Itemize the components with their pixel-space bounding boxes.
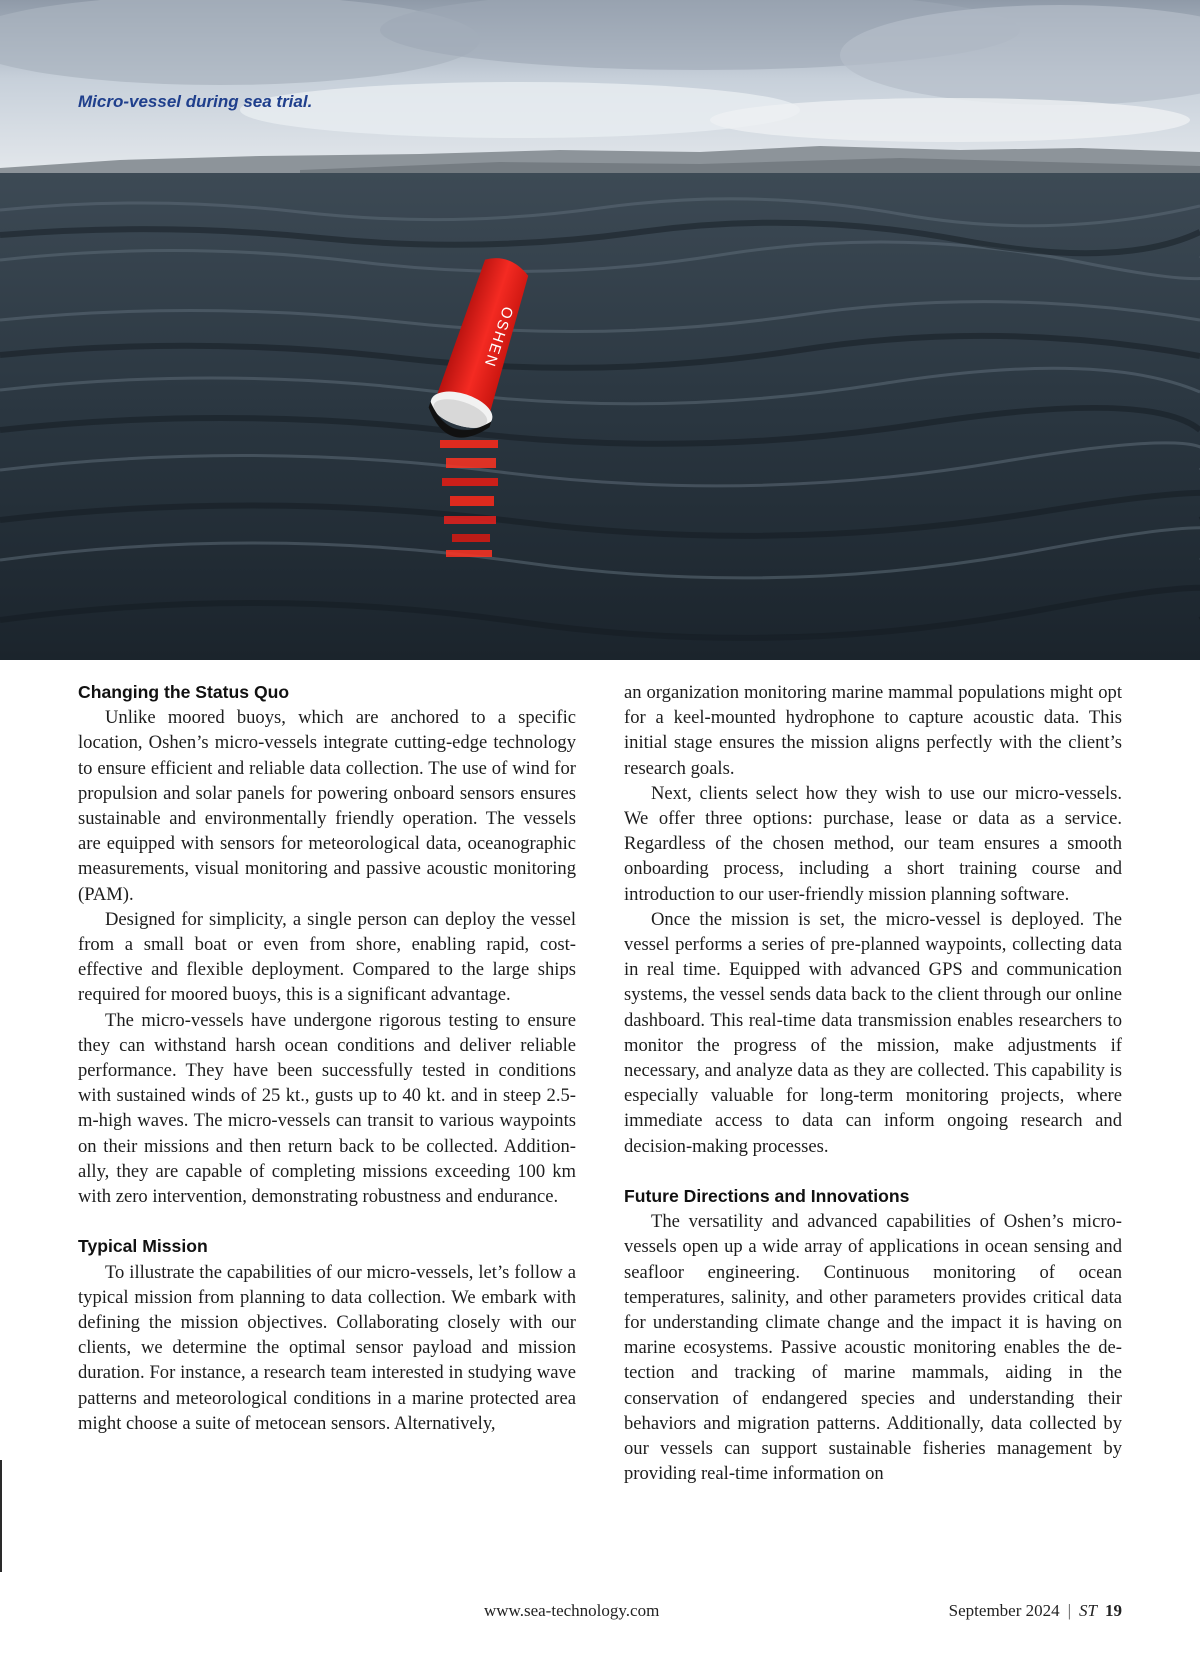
paragraph: The versatility and advanced capabilities of Oshen’s micro-vessels open up a wide array of applications in ocean sensing and seafloor engineering. Continuous monitoring of ocean temperatures, salinity, and other parameters provides critical data for understanding climate change and the impact it is having on marine ecosystems. Passive acoustic monitoring enables the detection and tracking of marine mammals, aiding in the conservation of endangered species and understanding their behaviors and migration patterns. Additionally, data collected by our vessels can support sustainable fisheries management by providing real-time information on	[624, 1211, 1122, 1485]
section-heading-future-directions: Future Directions and Innovations	[624, 1186, 910, 1207]
paragraph: an organization monitoring marine mammal populations might opt for a keel-mounted hydrophone to capture acoustic data. This initial stage ensures the mission aligns perfectly with the client’s research goals.	[624, 682, 1122, 779]
photo-caption: Micro-vessel during sea trial.	[78, 92, 313, 111]
paragraph: Once the mission is set, the micro-vessel is deployed. The vessel performs a series of pre-planned waypoints, collecting data in real time. Equipped with advanced GPS and communication systems, the vessel sends data back to the client through our online dashboard. This real-time data transmission enables researchers to monitor the progress of the mission, make adjustments if necessary, and analyze data as they are collected. This capability is especially valuable for long-term monitoring projects, where immediate access to data can inform ongoing research and decision-making processes.	[624, 908, 1122, 1157]
sea-trial-photo	[0, 0, 1200, 660]
page-number: 19	[1105, 1601, 1122, 1620]
footer-issue	[949, 1601, 1122, 1621]
paragraph: The micro-vessels have undergone rigorous testing to ensure they can withstand harsh ocean conditions and deliver reliable performance. They have been successfully tested in conditions with sustained winds of 25 kt., gusts up to 40 kt. and in steep 2.5-m-high waves. The micro-vessels can transit to various waypoints on their missions and then return back to be collected. Additionally, they are capable of completing missions exceeding 100 km with zero intervention, demonstrating robustness and endurance.	[78, 1009, 576, 1208]
paragraph: Unlike moored buoys, which are anchored to a specific location, Oshen’s micro-vessels integrate cutting-edge technology to ensure efficient and reliable data collection. The use of wind for propulsion and solar panels for powering onboard sensors ensures sustainable and environmentally friendly operation. The vessels are equipped with sensors for meteorological data, oceanographic measurements, visual monitoring and passive acoustic monitoring (PAM).	[78, 707, 576, 905]
article-column-left	[78, 680, 576, 1436]
section-heading-changing-status-quo: Changing the Status Quo	[78, 682, 290, 702]
paragraph: Next, clients select how they wish to use our micro-vessels. We offer three options: purchase, lease or data as a service. Regardless of the chosen method, our team ensures a smooth onboarding process, including a short training course and introduction to our user-friendly mission planning software.	[624, 782, 1122, 905]
footer-date: September 2024	[948, 1601, 1060, 1620]
paragraph: Designed for simplicity, a single person can deploy the vessel from a small boat or even from shore, enabling rapid, cost-effective and flexible deployment. Compared to the large ships required for moored buoys, this is a significant advantage.	[78, 908, 576, 1006]
paragraph: To illustrate the capabilities of our micro-vessels, let’s follow a typical mission from planning to data collection. We embark with defining the mission objectives. Collaborating closely with our clients, we determine the optimal sensor payload and mission duration. For instance, a research team interested in studying wave patterns and meteorological conditions in a marine protected area might choose a suite of metocean sensors. Alternatively,	[78, 1261, 576, 1434]
article-column-right	[624, 680, 1122, 1486]
footer-url[interactable]: www.sea-technology.com	[484, 1601, 660, 1620]
margin-rule	[0, 1460, 2, 1572]
footer-separator: |	[1067, 1601, 1072, 1620]
footer-magazine: ST	[1079, 1601, 1097, 1620]
vessel-brand-label: OSHEN	[480, 304, 517, 370]
section-heading-typical-mission: Typical Mission	[78, 1236, 208, 1257]
